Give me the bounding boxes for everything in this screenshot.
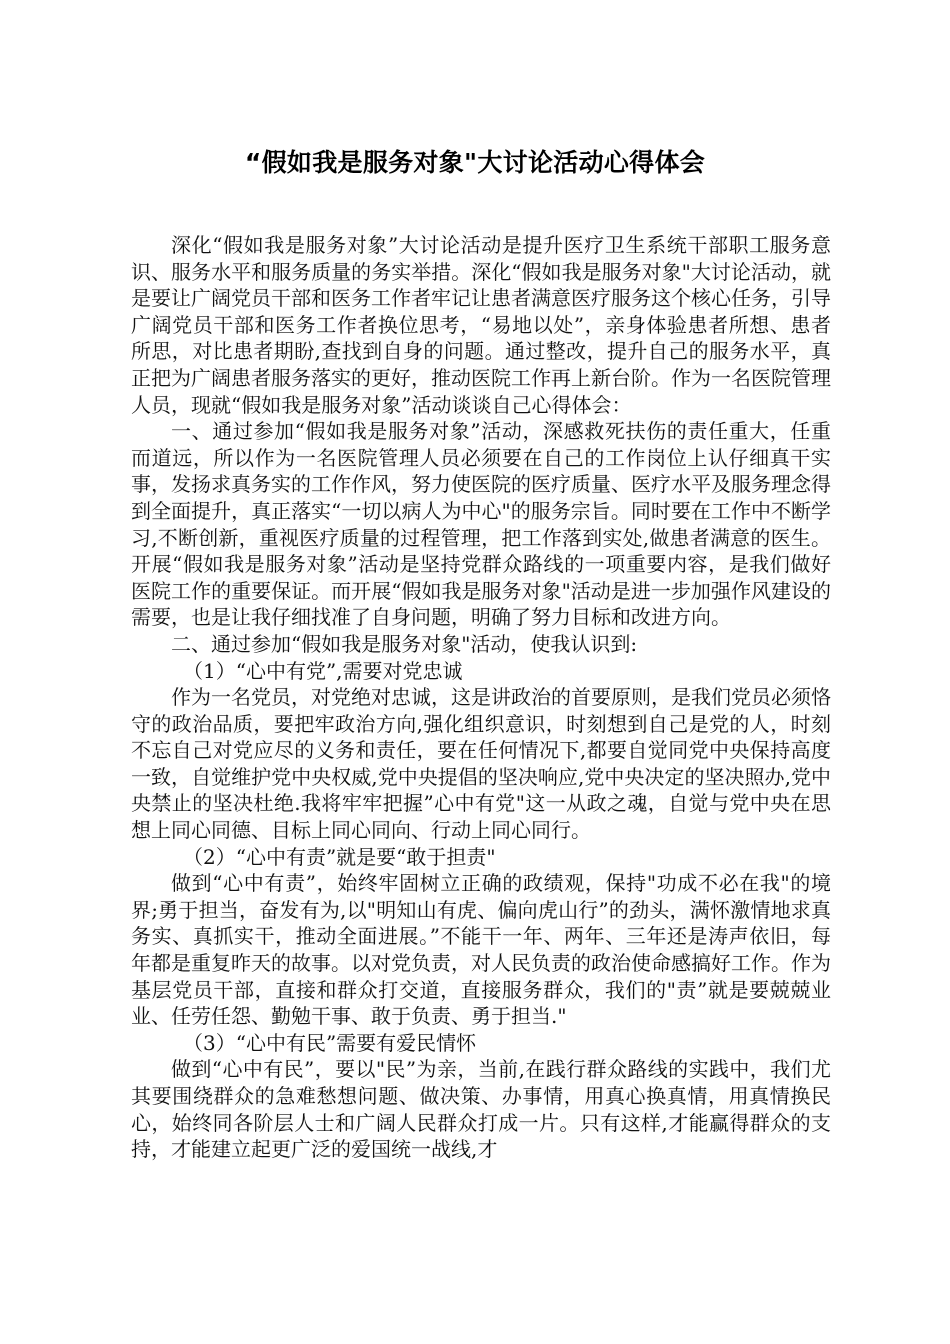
paragraph-section-2-heading: 二、通过参加“假如我是服务对象"活动，使我认识到: (171, 631, 638, 656)
subheading-1: （1）“心中有党”,需要对党忠诚 (183, 658, 463, 683)
paragraph-sub-2: 做到“心中有责”，始终牢固树立正确的政绩观，保持"功成不必在我"的境界;勇于担当，奋发有为,以"明知山有虎、偏向虎山行”的劲头，满怀激情地求真务实、真抓实干，推动全面进展。”不能干一年、两年、三年还是涛声依旧，每年都是重复昨天的故事。以对党负责，对人民负责的政治使命感搞好工作。作为基层党员干部，直接和群众打交道，直接服务群众，我们的"责”就是要兢兢业业、任劳任怨、勤勉干事、敢于负责、勇于担当." (131, 871, 831, 1029)
subheading-3: （3）“心中有民”需要有爱民情怀 (183, 1030, 477, 1055)
paragraph-section-1: 一、通过参加“假如我是服务对象”活动，深感救死扶伤的责任重大，任重而道远，所以作为一名医院管理人员必须要在自己的工作岗位上认仔细真干实事，发扬求真务实的工作作风，努力使医院的医疗质量、医疗水平及服务理念得到全面提升，真正落实“一切以病人为中心"的服务宗旨。同时要在工作中不断学习,不断创新，重视医疗质量的过程管理，把工作落到实处,做患者满意的医生。开展“假如我是服务对象”活动是坚持党群众路线的一项重要内容，是我们做好医院工作的重要保证。而开展“假如我是服务对象"活动是进一步加强作风建设的需要，也是让我仔细找准了自身问题，明确了努力目标和改进方向。 (131, 419, 831, 630)
document-title: “假如我是服务对象"大讨论活动心得体会 (244, 148, 706, 177)
paragraph-intro: 深化“假如我是服务对象”大讨论活动是提升医疗卫生系统干部职工服务意识、服务水平和服务质量的务实举措。深化“假如我是服务对象"大讨论活动，就是要让广阔党员干部和医务工作者牢记让患者满意医疗服务这个核心任务，引导广阔党员干部和医务工作者换位思考，“易地以处”，亲身体验患者所想、患者所思，对比患者期盼,查找到自身的问题。通过整改，提升自己的服务水平，真正把为广阔患者服务落实的更好，推动医院工作再上新台阶。作为一名医院管理人员，现就“假如我是服务对象”活动谈谈自己心得体会： (131, 233, 831, 417)
paragraph-sub-1: 作为一名党员，对党绝对忠诚，这是讲政治的首要原则，是我们党员必须恪守的政治品质，要把牢政治方向,强化组织意识，时刻想到自己是党的人，时刻不忘自己对党应尽的义务和责任，要在任何情况下,都要自觉同党中央保持高度一致，自觉维护党中央权威,党中央提倡的坚决响应,党中央决定的坚决照办,党中央禁止的坚决杜绝.我将牢牢把握”心中有党"这一从政之魂，自觉与党中央在思想上同心同德、目标上同心同向、行动上同心同行。 (131, 685, 831, 843)
document-body (131, 232, 831, 1163)
paragraph-sub-3: 做到“心中有民”，要以"民”为亲，当前,在践行群众路线的实践中，我们尤其要围绕群众的急难愁想问题、做决策、办事情，用真心换真情，用真情换民心，始终同各阶层人士和广阔人民群众打成一片。只有这样,才能赢得群众的支持，才能建立起更广泛的爱国统一战线,才 (131, 1057, 831, 1162)
subheading-2: （2）“心中有责”就是要“敢于担责" (183, 844, 496, 869)
